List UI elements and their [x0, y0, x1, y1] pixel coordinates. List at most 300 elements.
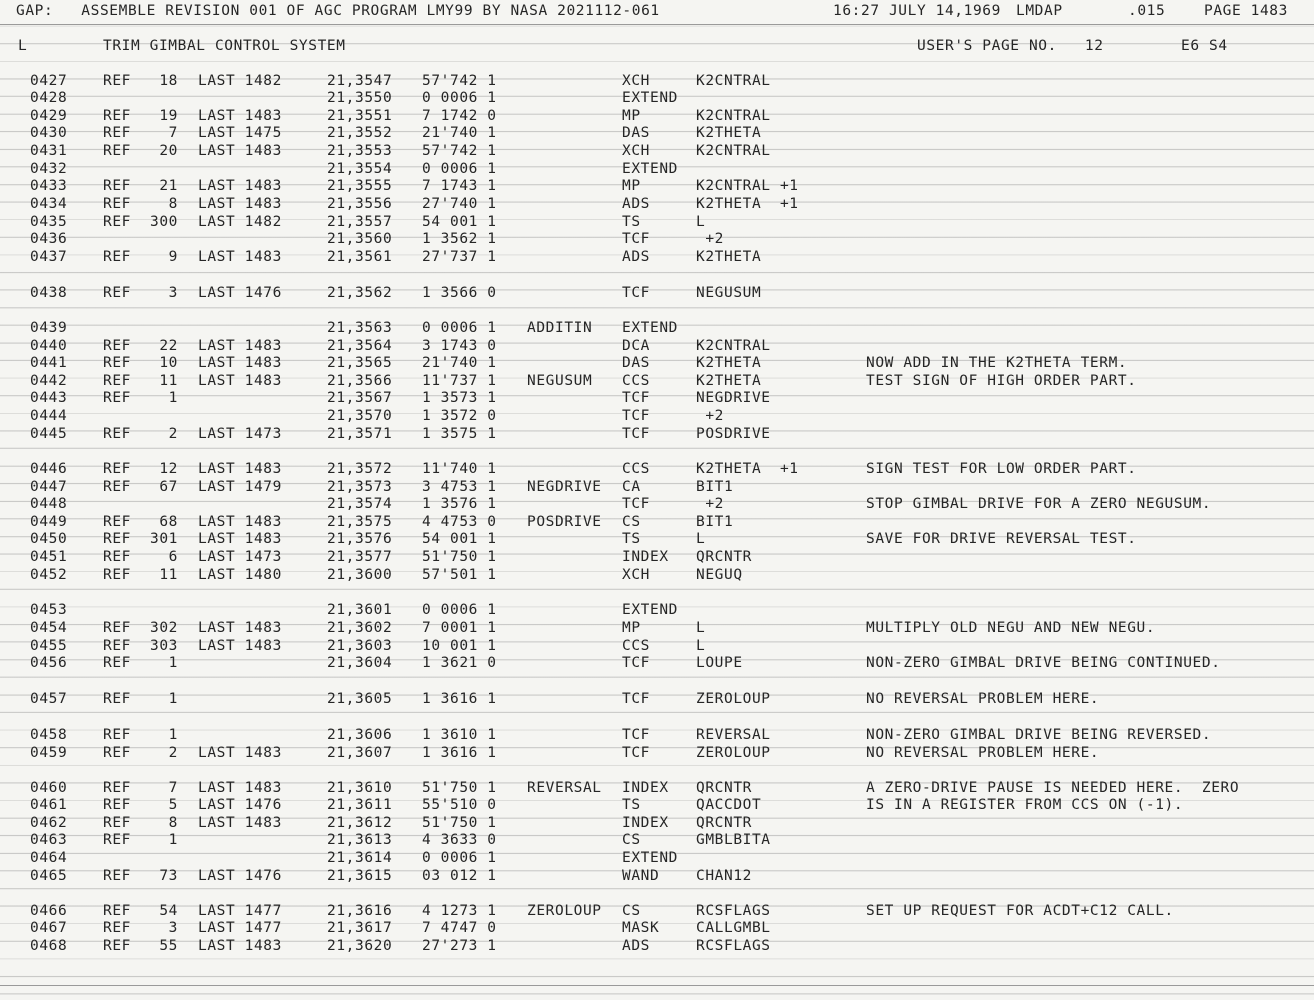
machine-code: 0 0006 1 [422, 602, 497, 618]
ref-marker: REF [103, 832, 131, 848]
operand: QACCDOT [696, 797, 762, 813]
address: 21,3577 [327, 549, 393, 565]
comment: NON-ZERO GIMBAL DRIVE BEING REVERSED. [866, 727, 1212, 743]
ref-count: 3 [168, 920, 178, 936]
opcode: EXTEND [622, 602, 678, 618]
ref-marker: REF [103, 638, 131, 654]
last-ref: LAST 1483 [198, 780, 282, 796]
ref-count: 2 [168, 745, 178, 761]
ref-marker: REF [103, 691, 131, 707]
comment: SAVE FOR DRIVE REVERSAL TEST. [866, 531, 1137, 547]
operand: RCSFLAGS [696, 903, 771, 919]
last-ref: LAST 1483 [198, 373, 282, 389]
machine-code: 57'742 1 [422, 143, 497, 159]
line-number: 0432 [30, 161, 68, 177]
ref-marker: REF [103, 815, 131, 831]
opcode: MP [622, 178, 641, 194]
comment: NON-ZERO GIMBAL DRIVE BEING CONTINUED. [866, 655, 1221, 671]
last-ref: LAST 1483 [198, 938, 282, 954]
opcode: MASK [622, 920, 660, 936]
ref-marker: REF [103, 249, 131, 265]
operand: K2CNTRAL [696, 338, 771, 354]
last-ref: LAST 1483 [198, 461, 282, 477]
ref-marker: REF [103, 727, 131, 743]
machine-code: 57'501 1 [422, 567, 497, 583]
symbol-label: NEGDRIVE [527, 479, 602, 495]
operand: QRCNTR [696, 780, 752, 796]
address: 21,3607 [327, 745, 393, 761]
header-version: .015 [1128, 3, 1166, 19]
last-ref: LAST 1477 [198, 903, 282, 919]
comment: A ZERO-DRIVE PAUSE IS NEEDED HERE. ZERO [866, 780, 1240, 796]
opcode: TCF [622, 745, 650, 761]
ref-count: 7 [168, 125, 178, 141]
operand: ZEROLOUP [696, 691, 771, 707]
opcode: CCS [622, 461, 650, 477]
last-ref: LAST 1483 [198, 338, 282, 354]
comment: STOP GIMBAL DRIVE FOR A ZERO NEGUSUM. [866, 496, 1212, 512]
address: 21,3570 [327, 408, 393, 424]
ref-marker: REF [103, 920, 131, 936]
ref-count: 6 [168, 549, 178, 565]
ref-count: 3 [168, 285, 178, 301]
line-number: 0436 [30, 231, 68, 247]
address: 21,3562 [327, 285, 393, 301]
last-ref: LAST 1483 [198, 143, 282, 159]
ref-marker: REF [103, 549, 131, 565]
address: 21,3620 [327, 938, 393, 954]
machine-code: 1 3616 1 [422, 691, 497, 707]
machine-code: 7 4747 0 [422, 920, 497, 936]
ref-marker: REF [103, 479, 131, 495]
ref-count: 55 [159, 938, 178, 954]
ref-marker: REF [103, 125, 131, 141]
address: 21,3575 [327, 514, 393, 530]
operand: K2CNTRAL [696, 143, 771, 159]
comment: MULTIPLY OLD NEGU AND NEW NEGU. [866, 620, 1156, 636]
machine-code: 51'750 1 [422, 815, 497, 831]
line-number: 0456 [30, 655, 68, 671]
operand: NEGUQ [696, 567, 743, 583]
opcode: TCF [622, 655, 650, 671]
ref-marker: REF [103, 514, 131, 530]
machine-code: 11'740 1 [422, 461, 497, 477]
address: 21,3617 [327, 920, 393, 936]
ref-count: 20 [159, 143, 178, 159]
address: 21,3550 [327, 90, 393, 106]
address: 21,3567 [327, 390, 393, 406]
address: 21,3574 [327, 496, 393, 512]
ref-marker: REF [103, 620, 131, 636]
machine-code: 4 1273 1 [422, 903, 497, 919]
symbol-label: ZEROLOUP [527, 903, 602, 919]
line-number: 0428 [30, 90, 68, 106]
last-ref: LAST 1483 [198, 745, 282, 761]
header-program: LMDAP [1016, 3, 1063, 19]
address: 21,3605 [327, 691, 393, 707]
last-ref: LAST 1483 [198, 620, 282, 636]
ref-marker: REF [103, 338, 131, 354]
machine-code: 3 4753 1 [422, 479, 497, 495]
address: 21,3613 [327, 832, 393, 848]
last-ref: LAST 1476 [198, 868, 282, 884]
line-number: 0460 [30, 780, 68, 796]
opcode: INDEX [622, 549, 669, 565]
operand: +2 [696, 231, 724, 247]
line-number: 0442 [30, 373, 68, 389]
last-ref: LAST 1483 [198, 531, 282, 547]
operand: QRCNTR [696, 815, 752, 831]
address: 21,3557 [327, 214, 393, 230]
machine-code: 03 012 1 [422, 868, 497, 884]
last-ref: LAST 1473 [198, 549, 282, 565]
opcode: TCF [622, 231, 650, 247]
operand: BIT1 [696, 514, 734, 530]
opcode: TS [622, 531, 641, 547]
line-number: 0439 [30, 320, 68, 336]
last-ref: LAST 1476 [198, 285, 282, 301]
opcode: CA [622, 479, 641, 495]
opcode: INDEX [622, 815, 669, 831]
operand: K2CNTRAL [696, 108, 771, 124]
line-number: 0461 [30, 797, 68, 813]
operand: K2THETA +1 [696, 196, 799, 212]
machine-code: 21'740 1 [422, 125, 497, 141]
assembly-header: GAP: ASSEMBLE REVISION 001 OF AGC PROGRAM LMY99 BY NASA 2021112-061 [16, 3, 660, 19]
address: 21,3551 [327, 108, 393, 124]
last-ref: LAST 1479 [198, 479, 282, 495]
machine-code: 1 3573 1 [422, 390, 497, 406]
line-number: 0449 [30, 514, 68, 530]
comment: NO REVERSAL PROBLEM HERE. [866, 745, 1100, 761]
ref-count: 22 [159, 338, 178, 354]
line-number: 0458 [30, 727, 68, 743]
ref-count: 68 [159, 514, 178, 530]
ref-count: 1 [168, 727, 178, 743]
address: 21,3615 [327, 868, 393, 884]
symbol-label: POSDRIVE [527, 514, 602, 530]
ref-count: 5 [168, 797, 178, 813]
machine-code: 51'750 1 [422, 780, 497, 796]
ref-count: 73 [159, 868, 178, 884]
line-number: 0455 [30, 638, 68, 654]
last-ref: LAST 1483 [198, 815, 282, 831]
ref-marker: REF [103, 868, 131, 884]
ref-marker: REF [103, 461, 131, 477]
opcode: DAS [622, 355, 650, 371]
opcode: XCH [622, 567, 650, 583]
ref-count: 9 [168, 249, 178, 265]
machine-code: 55'510 0 [422, 797, 497, 813]
operand: NEGDRIVE [696, 390, 771, 406]
machine-code: 54 001 1 [422, 531, 497, 547]
machine-code: 1 3566 0 [422, 285, 497, 301]
ref-count: 302 [150, 620, 178, 636]
operand: L [696, 638, 706, 654]
symbol-label: ADDITIN [527, 320, 593, 336]
machine-code: 27'273 1 [422, 938, 497, 954]
address: 21,3552 [327, 125, 393, 141]
machine-code: 57'742 1 [422, 73, 497, 89]
opcode: EXTEND [622, 90, 678, 106]
ref-count: 1 [168, 691, 178, 707]
address: 21,3565 [327, 355, 393, 371]
line-number: 0444 [30, 408, 68, 424]
header-rule [0, 24, 1314, 25]
machine-code: 1 3575 1 [422, 426, 497, 442]
line-number: 0443 [30, 390, 68, 406]
symbol-label: REVERSAL [527, 780, 602, 796]
last-ref: LAST 1483 [198, 178, 282, 194]
address: 21,3564 [327, 338, 393, 354]
operand: K2THETA [696, 373, 762, 389]
line-number: 0452 [30, 567, 68, 583]
address: 21,3604 [327, 655, 393, 671]
ref-marker: REF [103, 938, 131, 954]
address: 21,3571 [327, 426, 393, 442]
machine-code: 54 001 1 [422, 214, 497, 230]
ref-marker: REF [103, 178, 131, 194]
operand: K2THETA [696, 249, 762, 265]
machine-code: 51'750 1 [422, 549, 497, 565]
opcode: CS [622, 832, 641, 848]
log-flag: L [18, 38, 28, 54]
operand: L [696, 531, 706, 547]
operand: LOUPE [696, 655, 743, 671]
machine-code: 4 4753 0 [422, 514, 497, 530]
ref-marker: REF [103, 373, 131, 389]
opcode: CS [622, 903, 641, 919]
ref-count: 300 [150, 214, 178, 230]
machine-code: 4 3633 0 [422, 832, 497, 848]
address: 21,3566 [327, 373, 393, 389]
address: 21,3600 [327, 567, 393, 583]
opcode: TS [622, 214, 641, 230]
address: 21,3547 [327, 73, 393, 89]
address: 21,3553 [327, 143, 393, 159]
operand: CALLGMBL [696, 920, 771, 936]
opcode: TCF [622, 727, 650, 743]
line-number: 0468 [30, 938, 68, 954]
ref-count: 18 [159, 73, 178, 89]
address: 21,3602 [327, 620, 393, 636]
footer-rule [0, 985, 1314, 986]
machine-code: 11'737 1 [422, 373, 497, 389]
operand: L [696, 214, 706, 230]
last-ref: LAST 1480 [198, 567, 282, 583]
machine-code: 1 3572 0 [422, 408, 497, 424]
machine-code: 1 3610 1 [422, 727, 497, 743]
opcode: TCF [622, 496, 650, 512]
user-page-number: USER'S PAGE NO. 12 [917, 38, 1104, 54]
operand: ZEROLOUP [696, 745, 771, 761]
page-code: E6 S4 [1181, 38, 1228, 54]
ref-marker: REF [103, 355, 131, 371]
machine-code: 10 001 1 [422, 638, 497, 654]
ref-count: 10 [159, 355, 178, 371]
ref-marker: REF [103, 390, 131, 406]
line-number: 0430 [30, 125, 68, 141]
ref-count: 1 [168, 832, 178, 848]
opcode: DAS [622, 125, 650, 141]
machine-code: 1 3621 0 [422, 655, 497, 671]
opcode: CS [622, 514, 641, 530]
ref-count: 7 [168, 780, 178, 796]
opcode: TCF [622, 285, 650, 301]
ref-count: 21 [159, 178, 178, 194]
ref-marker: REF [103, 143, 131, 159]
machine-code: 1 3576 1 [422, 496, 497, 512]
opcode: TCF [622, 408, 650, 424]
address: 21,3555 [327, 178, 393, 194]
address: 21,3554 [327, 161, 393, 177]
ref-marker: REF [103, 903, 131, 919]
machine-code: 3 1743 0 [422, 338, 497, 354]
operand: BIT1 [696, 479, 734, 495]
last-ref: LAST 1483 [198, 196, 282, 212]
machine-code: 27'740 1 [422, 196, 497, 212]
address: 21,3556 [327, 196, 393, 212]
line-number: 0466 [30, 903, 68, 919]
opcode: EXTEND [622, 161, 678, 177]
line-number: 0465 [30, 868, 68, 884]
line-number: 0433 [30, 178, 68, 194]
last-ref: LAST 1475 [198, 125, 282, 141]
ref-count: 12 [159, 461, 178, 477]
ref-count: 19 [159, 108, 178, 124]
ref-count: 11 [159, 567, 178, 583]
last-ref: LAST 1477 [198, 920, 282, 936]
header-time-date: 16:27 JULY 14,1969 [833, 3, 1001, 19]
operand: K2THETA [696, 355, 762, 371]
opcode: ADS [622, 196, 650, 212]
address: 21,3572 [327, 461, 393, 477]
operand: RCSFLAGS [696, 938, 771, 954]
opcode: EXTEND [622, 320, 678, 336]
operand: K2THETA [696, 125, 762, 141]
operand: K2THETA +1 [696, 461, 799, 477]
ref-count: 67 [159, 479, 178, 495]
line-number: 0454 [30, 620, 68, 636]
comment: TEST SIGN OF HIGH ORDER PART. [866, 373, 1137, 389]
opcode: ADS [622, 938, 650, 954]
ref-count: 1 [168, 655, 178, 671]
ref-marker: REF [103, 567, 131, 583]
last-ref: LAST 1483 [198, 514, 282, 530]
operand: POSDRIVE [696, 426, 771, 442]
ref-count: 54 [159, 903, 178, 919]
address: 21,3606 [327, 727, 393, 743]
address: 21,3601 [327, 602, 393, 618]
ref-marker: REF [103, 531, 131, 547]
opcode: XCH [622, 143, 650, 159]
line-number: 0427 [30, 73, 68, 89]
machine-code: 0 0006 1 [422, 850, 497, 866]
opcode: CCS [622, 638, 650, 654]
line-number: 0448 [30, 496, 68, 512]
opcode: TCF [622, 691, 650, 707]
address: 21,3603 [327, 638, 393, 654]
section-title: TRIM GIMBAL CONTROL SYSTEM [103, 38, 346, 54]
operand: L [696, 620, 706, 636]
last-ref: LAST 1473 [198, 426, 282, 442]
ref-marker: REF [103, 108, 131, 124]
line-number: 0431 [30, 143, 68, 159]
address: 21,3560 [327, 231, 393, 247]
line-number: 0447 [30, 479, 68, 495]
ref-count: 1 [168, 390, 178, 406]
last-ref: LAST 1483 [198, 249, 282, 265]
operand: K2CNTRAL [696, 73, 771, 89]
machine-code: 0 0006 1 [422, 90, 497, 106]
ref-count: 2 [168, 426, 178, 442]
machine-code: 21'740 1 [422, 355, 497, 371]
ref-count: 11 [159, 373, 178, 389]
machine-code: 0 0006 1 [422, 161, 497, 177]
opcode: MP [622, 108, 641, 124]
line-number: 0440 [30, 338, 68, 354]
ref-marker: REF [103, 214, 131, 230]
header-page: PAGE 1483 [1204, 3, 1288, 19]
last-ref: LAST 1476 [198, 797, 282, 813]
operand: +2 [696, 496, 724, 512]
machine-code: 7 1742 0 [422, 108, 497, 124]
opcode: WAND [622, 868, 660, 884]
opcode: CCS [622, 373, 650, 389]
opcode: ADS [622, 249, 650, 265]
line-number: 0462 [30, 815, 68, 831]
opcode: MP [622, 620, 641, 636]
opcode: TS [622, 797, 641, 813]
comment: NOW ADD IN THE K2THETA TERM. [866, 355, 1128, 371]
line-number: 0441 [30, 355, 68, 371]
comment: IS IN A REGISTER FROM CCS ON (-1). [866, 797, 1184, 813]
address: 21,3614 [327, 850, 393, 866]
line-number: 0453 [30, 602, 68, 618]
operand: K2CNTRAL +1 [696, 178, 799, 194]
operand: NEGUSUM [696, 285, 762, 301]
address: 21,3616 [327, 903, 393, 919]
ref-count: 8 [168, 815, 178, 831]
last-ref: LAST 1483 [198, 355, 282, 371]
opcode: DCA [622, 338, 650, 354]
last-ref: LAST 1482 [198, 73, 282, 89]
line-number: 0446 [30, 461, 68, 477]
line-number: 0434 [30, 196, 68, 212]
opcode: INDEX [622, 780, 669, 796]
line-number: 0457 [30, 691, 68, 707]
address: 21,3612 [327, 815, 393, 831]
operand: GMBLBITA [696, 832, 771, 848]
last-ref: LAST 1483 [198, 108, 282, 124]
address: 21,3611 [327, 797, 393, 813]
machine-code: 27'737 1 [422, 249, 497, 265]
operand: CHAN12 [696, 868, 752, 884]
ref-marker: REF [103, 73, 131, 89]
machine-code: 7 1743 1 [422, 178, 497, 194]
opcode: TCF [622, 426, 650, 442]
line-number: 0437 [30, 249, 68, 265]
operand: REVERSAL [696, 727, 771, 743]
line-number: 0464 [30, 850, 68, 866]
ref-marker: REF [103, 196, 131, 212]
line-number: 0451 [30, 549, 68, 565]
comment: NO REVERSAL PROBLEM HERE. [866, 691, 1100, 707]
line-number: 0435 [30, 214, 68, 230]
ref-marker: REF [103, 285, 131, 301]
opcode: XCH [622, 73, 650, 89]
line-number: 0459 [30, 745, 68, 761]
